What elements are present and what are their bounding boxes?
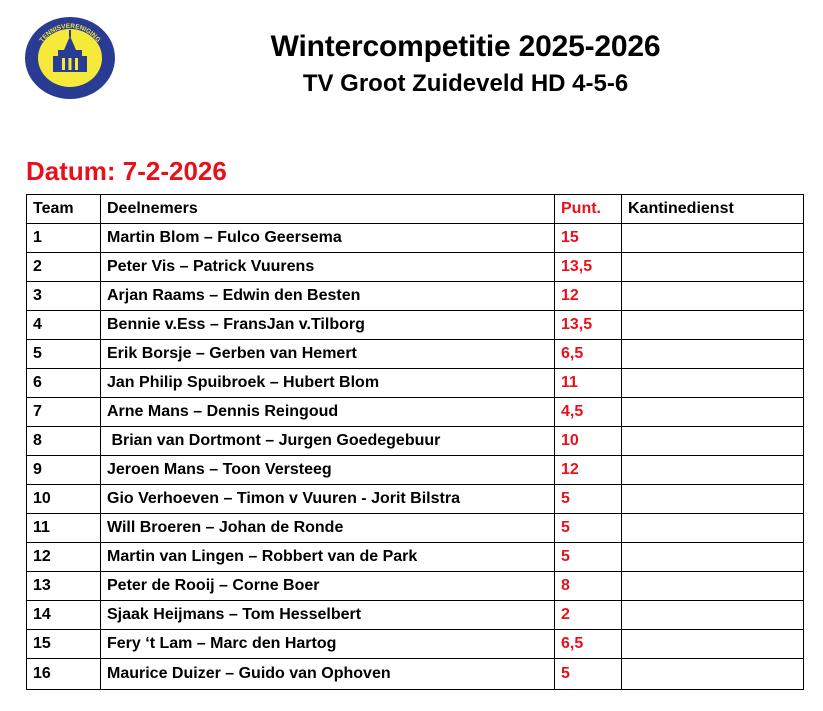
table-row bbox=[27, 514, 804, 543]
participants-cell: Bennie v.Ess – FransJan v.Tilborg bbox=[101, 311, 555, 340]
team-cell: 2 bbox=[27, 253, 101, 282]
team-cell: 6 bbox=[27, 369, 101, 398]
canteen-duty-cell bbox=[622, 630, 804, 659]
participants-cell: Sjaak Heijmans – Tom Hesselbert bbox=[101, 601, 555, 630]
table-row bbox=[27, 282, 804, 311]
column-header-deelnemers: Deelnemers bbox=[101, 195, 555, 224]
results-table bbox=[26, 194, 804, 690]
table-row bbox=[27, 659, 804, 690]
participants-cell: Peter de Rooij – Corne Boer bbox=[101, 572, 555, 601]
canteen-duty-cell bbox=[622, 485, 804, 514]
canteen-duty-cell bbox=[622, 398, 804, 427]
table-row bbox=[27, 630, 804, 659]
table-row bbox=[27, 572, 804, 601]
participants-cell: Arjan Raams – Edwin den Besten bbox=[101, 282, 555, 311]
participants-cell: Martin Blom – Fulco Geersema bbox=[101, 224, 555, 253]
table-header-row bbox=[27, 195, 804, 224]
participants-cell: Brian van Dortmont – Jurgen Goedegebuur bbox=[101, 427, 555, 456]
team-cell: 8 bbox=[27, 427, 101, 456]
canteen-duty-cell bbox=[622, 572, 804, 601]
points-cell: 5 bbox=[555, 659, 622, 690]
points-cell: 5 bbox=[555, 514, 622, 543]
page-title: Wintercompetitie 2025-2026 bbox=[270, 30, 661, 63]
logo-text-top: TENNISVERENIGING bbox=[38, 22, 102, 44]
canteen-duty-cell bbox=[622, 427, 804, 456]
participants-cell: Will Broeren – Johan de Ronde bbox=[101, 514, 555, 543]
team-cell: 14 bbox=[27, 601, 101, 630]
canteen-duty-cell bbox=[622, 543, 804, 572]
table-row bbox=[27, 340, 804, 369]
page-subtitle: TV Groot Zuideveld HD 4-5-6 bbox=[302, 70, 629, 97]
team-cell: 15 bbox=[27, 630, 101, 659]
participants-cell: Gio Verhoeven – Timon v Vuuren - Jorit Bilstra bbox=[101, 485, 555, 514]
team-cell: 13 bbox=[27, 572, 101, 601]
canteen-duty-cell bbox=[622, 514, 804, 543]
column-header-kantinedienst: Kantinedienst bbox=[622, 195, 804, 224]
participants-cell: Jan Philip Spuibroek – Hubert Blom bbox=[101, 369, 555, 398]
participants-cell: Arne Mans – Dennis Reingoud bbox=[101, 398, 555, 427]
date-heading: Datum: 7-2-2026 bbox=[26, 156, 227, 186]
participants-cell: Jeroen Mans – Toon Versteeg bbox=[101, 456, 555, 485]
team-cell: 3 bbox=[27, 282, 101, 311]
points-cell: 13,5 bbox=[555, 311, 622, 340]
points-cell: 6,5 bbox=[555, 630, 622, 659]
table-row bbox=[27, 456, 804, 485]
table-row bbox=[27, 224, 804, 253]
table-row bbox=[27, 601, 804, 630]
team-cell: 12 bbox=[27, 543, 101, 572]
points-cell: 12 bbox=[555, 456, 622, 485]
team-cell: 1 bbox=[27, 224, 101, 253]
canteen-duty-cell bbox=[622, 369, 804, 398]
column-header-punt: Punt. bbox=[555, 195, 622, 224]
table-row bbox=[27, 427, 804, 456]
canteen-duty-cell bbox=[622, 456, 804, 485]
participants-cell: Erik Borsje – Gerben van Hemert bbox=[101, 340, 555, 369]
table-row bbox=[27, 253, 804, 282]
table-row bbox=[27, 311, 804, 340]
points-cell: 11 bbox=[555, 369, 622, 398]
team-cell: 11 bbox=[27, 514, 101, 543]
team-cell: 10 bbox=[27, 485, 101, 514]
table-row bbox=[27, 369, 804, 398]
points-cell: 4,5 bbox=[555, 398, 622, 427]
team-cell: 5 bbox=[27, 340, 101, 369]
points-cell: 12 bbox=[555, 282, 622, 311]
canteen-duty-cell bbox=[622, 224, 804, 253]
canteen-duty-cell bbox=[622, 282, 804, 311]
team-cell: 4 bbox=[27, 311, 101, 340]
column-header-team: Team bbox=[27, 195, 101, 224]
logo-text-bottom: GROOT ZUIDEVELD bbox=[41, 68, 99, 88]
points-cell: 5 bbox=[555, 485, 622, 514]
participants-cell: Peter Vis – Patrick Vuurens bbox=[101, 253, 555, 282]
canteen-duty-cell bbox=[622, 659, 804, 690]
canteen-duty-cell bbox=[622, 601, 804, 630]
points-cell: 15 bbox=[555, 224, 622, 253]
team-cell: 9 bbox=[27, 456, 101, 485]
participants-cell: Fery ‘t Lam – Marc den Hartog bbox=[101, 630, 555, 659]
canteen-duty-cell bbox=[622, 253, 804, 282]
points-cell: 2 bbox=[555, 601, 622, 630]
points-cell: 8 bbox=[555, 572, 622, 601]
points-cell: 5 bbox=[555, 543, 622, 572]
table-row bbox=[27, 543, 804, 572]
team-cell: 16 bbox=[27, 659, 101, 690]
points-cell: 10 bbox=[555, 427, 622, 456]
table-row bbox=[27, 485, 804, 514]
table-row bbox=[27, 398, 804, 427]
points-cell: 6,5 bbox=[555, 340, 622, 369]
participants-cell: Martin van Lingen – Robbert van de Park bbox=[101, 543, 555, 572]
participants-cell: Maurice Duizer – Guido van Ophoven bbox=[101, 659, 555, 690]
team-cell: 7 bbox=[27, 398, 101, 427]
points-cell: 13,5 bbox=[555, 253, 622, 282]
canteen-duty-cell bbox=[622, 311, 804, 340]
canteen-duty-cell bbox=[622, 340, 804, 369]
